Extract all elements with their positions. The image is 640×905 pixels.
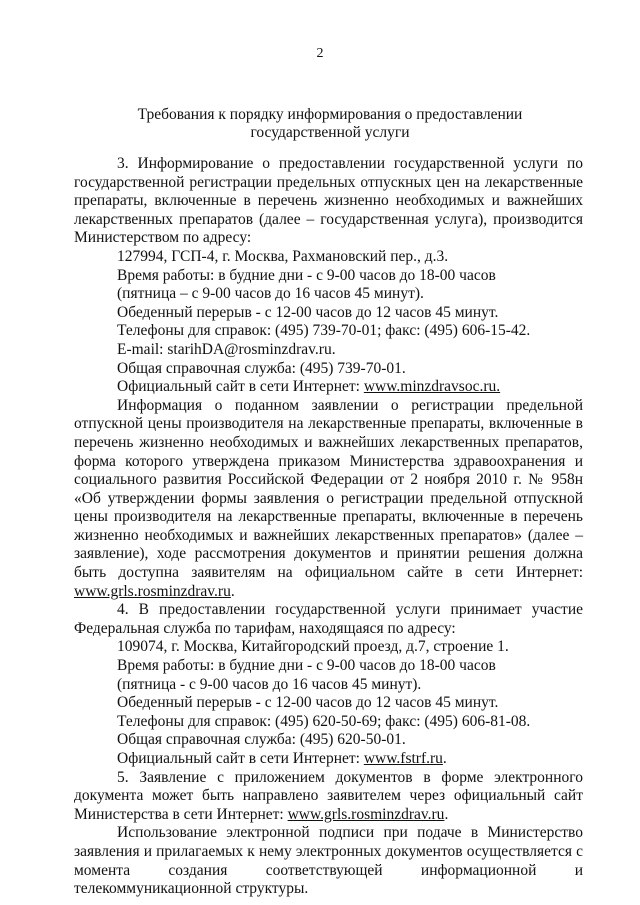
title-line-1: Требования к порядку информирования о предоставлении: [137, 106, 523, 123]
page-title: [80, 106, 580, 142]
section-3-info-text: Информация о поданном заявлении о регистрации предельной отпускной цены производителя на лекарственные препараты, включенные в перечень жизненно необходимых и важнейших лекарственных препаратов, форма которого утверждена приказом Министерства здравоохранения и социального развития Российской Федерации от 2 ноября 2010 г. № 958н «Об утверждении формы заявления о регистрации предельной отпускной цены производителя на лекарственные препараты, включенные в перечень жизненно необходимых и важнейших лекарственных препаратов» (далее – заявление), ходе рассмотрения документов и принятии решения должна быть доступна заявителям на официальном сайте в сети Интернет:: [74, 396, 583, 582]
section-3-website: [74, 378, 583, 397]
section-4-phones: Телефоны для справок: (495) 620-50-69; факс: (495) 606-81-08.: [117, 712, 531, 730]
section-4-website: [74, 750, 583, 769]
section-5-text: 5. Заявление с приложением документов в форме электронного документа может быть направлено заявителем через официальный сайт Министерства в сети Интернет:: [74, 768, 583, 823]
grls-link-2[interactable]: www.grls.rosminzdrav.ru: [287, 805, 445, 823]
section-3-general-service: Общая справочная служба: (495) 739-70-01.: [117, 359, 406, 377]
section-3-hours: Время работы: в будние дни - с 9-00 часов до 18-00 часов: [117, 266, 496, 284]
section-5-link-end: .: [444, 805, 449, 823]
grls-link-1[interactable]: www.grls.rosminzdrav.ru: [74, 582, 231, 600]
minzdravsoc-link[interactable]: www.minzdravsoc.ru.: [363, 378, 501, 396]
section-3-info-end: .: [230, 582, 235, 600]
section-3-website-label: Официальный сайт в сети Интернет:: [117, 378, 364, 396]
section-3-lunch: Обеденный перерыв - с 12-00 часов до 12 часов 45 минут.: [117, 303, 499, 321]
section-3-info-paragraph: [74, 397, 583, 602]
fstrf-link[interactable]: www.fstrf.ru: [363, 750, 443, 767]
section-4-address: 109074, г. Москва, Китайгородский проезд, д.7, строение 1.: [117, 638, 509, 656]
section-3-phones: Телефоны для справок: (495) 739-70-01; факс: (495) 606-15-42.: [117, 322, 531, 340]
section-4-website-label: Официальный сайт в сети Интернет:: [117, 750, 364, 767]
section-4-website-end: .: [442, 750, 447, 767]
document-body: [74, 155, 583, 899]
page-number: 2: [316, 46, 324, 61]
section-4-friday: (пятница - с 9-00 часов до 16 часов 45 минут).: [117, 675, 422, 693]
section-3-intro: 3. Информирование о предоставлении государственной услуги по государственной регистрации предельных отпускных цен на лекарственные препараты, включенные в перечень жизненно необходимых и важнейших лекарственных препаратов (далее – государственная услуга), производится Министерством по адресу:: [74, 155, 583, 247]
section-4-intro: 4. В предоставлении государственной услуги принимает участие Федеральная служба по тарифам, находящаяся по адресу:: [74, 601, 583, 637]
section-4-hours: Время работы: в будние дни - с 9-00 часов до 18-00 часов: [117, 657, 496, 675]
title-line-2: государственной услуги: [250, 124, 410, 141]
section-3-address: 127994, ГСП-4, г. Москва, Рахмановский пер., д.3.: [117, 247, 449, 265]
section-4-general-service: Общая справочная служба: (495) 620-50-01.: [117, 731, 406, 749]
section-5-paragraph: [74, 769, 583, 825]
section-4-lunch: Обеденный перерыв - с 12-00 часов до 12 часов 45 минут.: [117, 694, 499, 712]
section-3-email: E-mail: starihDA@rosminzdrav.ru.: [117, 340, 336, 358]
section-3-friday: (пятница – с 9-00 часов до 16 часов 45 минут).: [117, 285, 424, 303]
section-5-signature-paragraph: Использование электронной подписи при подаче в Министерство заявления и прилагаемых к нему электронных документов осуществляется с момента создания соответствующей информационной и телекоммуникационной структуры.: [74, 824, 583, 898]
